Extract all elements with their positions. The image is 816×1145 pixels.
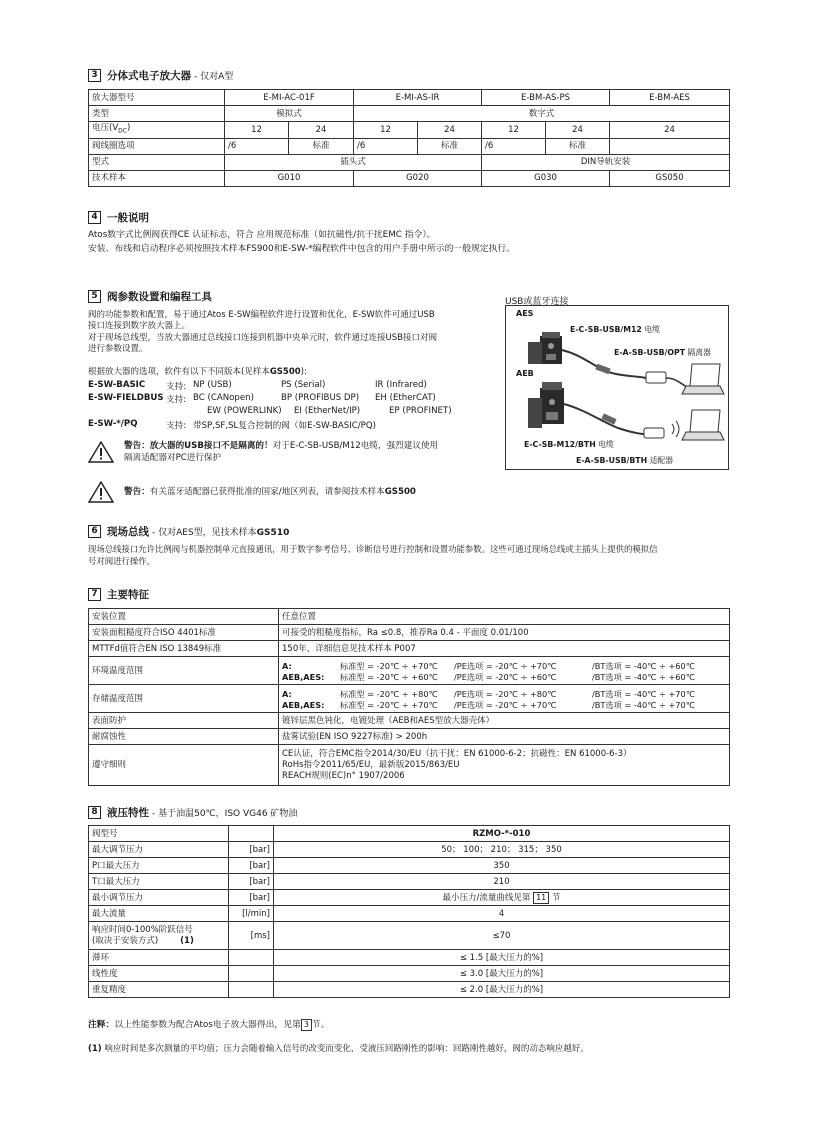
table-row: [89, 641, 730, 657]
unit: [bar]: [229, 890, 274, 906]
row-header: 型式: [89, 154, 225, 170]
paragraph: 现场总线接口允许比例阀与机器控制单元直接通讯，用于数字参考信号、诊断信号进行控制和设置功能参数。这些可通过现场总线或主插头上提供的模拟信: [88, 544, 658, 554]
unit: [bar]: [229, 858, 274, 874]
table-cell: 任意位置: [279, 609, 730, 625]
table-cell: E-MI-AC-01F: [225, 90, 354, 106]
table-cell: 插头式: [225, 154, 482, 170]
sw-option: BP (PROFIBUS DP): [281, 393, 360, 403]
table-cell: 可接受的粗糙度指标，Ra ≤0.8，推荐Ra 0.4 - 平面度 0.01/100: [279, 625, 730, 641]
table-row: [89, 966, 730, 982]
diagram-title: USB或蓝牙连接: [505, 297, 569, 307]
warning-icon: [88, 441, 114, 463]
paragraph: 根据放大器的选项，软件有以下不同版本(见样本GS500):: [88, 367, 307, 377]
sw-option: EW (POWERLINK): [207, 406, 282, 416]
table-cell: GS050: [610, 170, 730, 186]
section-number: 4: [88, 211, 101, 224]
connection-diagram: [505, 305, 729, 470]
section-heading: 分体式电子放大器: [107, 70, 191, 82]
row-header: 表面防护: [89, 713, 279, 729]
table-cell: 12: [354, 122, 418, 139]
table-cell: 12: [482, 122, 546, 139]
unit: [bar]: [229, 874, 274, 890]
unit: [l/min]: [229, 906, 274, 922]
table-cell: 210: [274, 874, 730, 890]
row-header: 环境温度范围: [89, 657, 279, 685]
aes-amplifier-image: [528, 332, 562, 364]
bt-adapter-label: E-A-SB-USB/BTH 适配器: [576, 456, 674, 465]
bt-cable-label: E-C-SB-M12/BTH 电缆: [524, 440, 614, 449]
table-row: [89, 950, 730, 966]
section-8-title: [88, 805, 297, 820]
row-header: 最大流量: [89, 906, 229, 922]
table-row: [89, 745, 730, 786]
table-cell: A: 标准型 = -20℃ ÷ +70℃ /PE选项 = -20℃ ÷ +70℃ /BT选项 = -40℃ ÷ +60℃ AEB,AES: 标准型 = -20℃ ÷ +60℃ /PE选项 = -20℃ ÷ +60℃ /BT选项 = -40℃ ÷ +60℃: [279, 657, 730, 685]
section-number: 7: [88, 588, 101, 601]
aes-label: AES: [516, 309, 534, 318]
row-header: 耐腐蚀性: [89, 729, 279, 745]
sw-support: 支持:: [166, 395, 187, 405]
aeb-label: AEB: [516, 369, 534, 378]
table-row: [89, 90, 730, 106]
table-cell: 模拟式: [225, 106, 354, 122]
section-heading: 一般说明: [107, 212, 149, 224]
paragraph: 进行参数设置。: [88, 344, 148, 354]
usb-warning: [88, 440, 438, 464]
table-cell: /6: [225, 138, 289, 154]
sw-option: EP (PROFINET): [389, 406, 452, 416]
sw-option: NP (USB): [193, 380, 232, 390]
paragraph: 接口连接到数字放大器上。: [88, 321, 191, 331]
table-cell: G010: [225, 170, 354, 186]
table-row: [89, 106, 730, 122]
table-cell: ≤ 2.0 [最大压力的%]: [274, 982, 730, 998]
row-header: 电压$(V_{DC})$: [89, 122, 225, 139]
row-header: 响应时间0-100%阶跃信号 (取决于安装方式) (1): [89, 922, 229, 950]
row-header: 最小调节压力: [89, 890, 229, 906]
section-number: 5: [88, 290, 101, 303]
table-row: [89, 122, 730, 139]
table-row: [89, 826, 730, 842]
table-row: [89, 154, 730, 170]
table-row: [89, 729, 730, 745]
row-header: 阀线圈选项: [89, 138, 225, 154]
table-cell: [610, 138, 730, 154]
table-cell: 数字式: [354, 106, 730, 122]
section-heading: 主要特征: [107, 589, 149, 601]
table-cell: 最小压力/流量曲线见第 11 节: [274, 890, 730, 906]
table-cell: 12: [225, 122, 289, 139]
warning-text: 警告：有关蓝牙适配器已获得批准的国家/地区列表，请参阅技术样本GS500: [124, 487, 416, 497]
row-header: 放大器型号: [89, 90, 225, 106]
section-subtitle: - 基于油温50℃，ISO VG46 矿物油: [152, 809, 298, 819]
sw-option: BC (CANopen): [193, 393, 254, 403]
sw-option: IR (Infrared): [375, 380, 427, 390]
table-cell: RZMO-*-010: [274, 826, 730, 842]
table-cell: 标准: [418, 138, 482, 154]
sw-option: EH (EtherCAT): [375, 393, 436, 403]
table-cell: 150年，详细信息见技术样本 P007: [279, 641, 730, 657]
table-cell: /6: [354, 138, 418, 154]
laptop-image: [682, 410, 724, 440]
table-row: [89, 609, 730, 625]
paragraph: 对于现场总线型，当放大器通过总线接口连接到机器中央单元时，软件通过连接USB接口对阀: [88, 333, 437, 343]
warning-text: 警告：放大器的USB接口不是隔离的！对于E-C-SB-USB/M12电缆，强烈建议使用 隔离适配器对PC进行保护: [124, 441, 439, 463]
table-cell: 4: [274, 906, 730, 922]
section-number: 3: [88, 69, 101, 82]
table-cell: 350: [274, 858, 730, 874]
paragraph: Atos数字式比例阀获得CE 认证标志，符合 应用规范标准（如抗磁性/抗干扰EMC 指令）。: [88, 230, 436, 240]
sw-option: PS (Serial): [281, 380, 326, 390]
isolator-label: E-A-SB-USB/OPT 隔离器: [614, 348, 711, 357]
row-header: 类型: [89, 106, 225, 122]
table-row: [89, 170, 730, 186]
table-cell: ≤70: [274, 922, 730, 950]
sw-support: 支持:: [166, 382, 187, 392]
section-heading: 现场总线: [107, 526, 149, 538]
section-7-title: [88, 587, 149, 602]
table-cell: ≤ 1.5 [最大压力的%]: [274, 950, 730, 966]
table-row: [89, 138, 730, 154]
section-number: 8: [88, 806, 101, 819]
table-cell: CE认证，符合EMC指令2014/30/EU（抗干扰：EN 61000-6-2；抗磁性：EN 61000-6-3） RoHs指令2011/65/EU，最新版2015/863/EU REACH规则(EC)n° 1907/2006: [279, 745, 730, 786]
row-header: T口最大压力: [89, 874, 229, 890]
unit: [ms]: [229, 922, 274, 950]
table-cell: 24: [546, 122, 610, 139]
table-row: [89, 625, 730, 641]
row-header: 最大调节压力: [89, 842, 229, 858]
section-3-title: [88, 68, 233, 83]
table-cell: E-BM-AS-PS: [482, 90, 610, 106]
table-row: [89, 874, 730, 890]
table-row: [89, 906, 730, 922]
table-row: [89, 890, 730, 906]
table-cell: 24: [289, 122, 354, 139]
table-cell: 镀锌层黑色钝化，电镀处理（AEB和AES型放大器壳体）: [279, 713, 730, 729]
section-heading: 液压特性: [107, 807, 149, 819]
amplifier-table: [88, 89, 730, 187]
row-header: 技术样本: [89, 170, 225, 186]
unit: [bar]: [229, 842, 274, 858]
section-5-title: [88, 289, 212, 304]
table-row: [89, 982, 730, 998]
section-4-title: [88, 210, 149, 225]
table-cell: E-BM-AES: [610, 90, 730, 106]
footnote: (1) 响应时间是多次测量的平均值；压力会随着输入信号的改变而变化，受液压回路刚性的影响：回路刚性越好，阀的动态响应越好。: [88, 1044, 589, 1054]
paragraph: 阀的功能参数和配置，易于通过Atos E-SW编程软件进行设置和优化，E-SW软件可通过USB: [88, 310, 435, 320]
row-header: 安装位置: [89, 609, 279, 625]
table-cell: G020: [354, 170, 482, 186]
section-subtitle: - 仅对A型: [194, 72, 234, 82]
section-heading: 阀参数设置和编程工具: [107, 291, 212, 303]
sw-option: 带SP,SF,SL复合控制的阀（如E-SW-BASIC/PQ): [193, 421, 376, 431]
table-row: [89, 713, 730, 729]
table-cell: ≤ 3.0 [最大压力的%]: [274, 966, 730, 982]
table-cell: G030: [482, 170, 610, 186]
sw-name: E-SW-*/PQ: [88, 419, 138, 429]
table-cell: 24: [610, 122, 730, 139]
warning-icon: [88, 481, 114, 503]
table-cell: 50； 100； 210； 315； 350: [274, 842, 730, 858]
laptop-image: [682, 364, 724, 394]
table-row: [89, 842, 730, 858]
row-header: 线性度: [89, 966, 229, 982]
section-subtitle: - 仅对AES型，见技术样本GS510: [152, 528, 290, 538]
sw-name: E-SW-FIELDBUS: [88, 393, 164, 403]
sw-name: E-SW-BASIC: [88, 380, 146, 390]
note: 注释：以上性能参数为配合Atos电子放大器得出，见第 3 节。: [88, 1020, 330, 1030]
paragraph: 安装、布线和启动程序必须按照技术样本FS900和E-SW-*编程软件中包含的用户手册中所示的一般规定执行。: [88, 244, 515, 254]
table-row: [89, 657, 730, 685]
hydraulic-table: [88, 825, 730, 998]
table-cell: E-MI-AS-IR: [354, 90, 482, 106]
row-header: 安装面粗糙度符合ISO 4401标准: [89, 625, 279, 641]
row-header: MTTFd值符合EN ISO 13849标准: [89, 641, 279, 657]
row-header: 滞环: [89, 950, 229, 966]
table-cell: /6: [482, 138, 546, 154]
section-number: 6: [88, 525, 101, 538]
table-cell: 24: [418, 122, 482, 139]
table-row: [89, 922, 730, 950]
row-header: P口最大压力: [89, 858, 229, 874]
table-cell: 标准: [546, 138, 610, 154]
row-header: 阀型号: [89, 826, 229, 842]
table-cell: A: 标准型 = -20℃ ÷ +80℃ /PE选项 = -20℃ ÷ +80℃ /BT选项 = -40℃ ÷ +70℃ AEB,AES: 标准型 = -20℃ ÷ +70℃ /PE选项 = -20℃ ÷ +70℃ /BT选项 = -40℃ ÷ +70℃: [279, 685, 730, 713]
paragraph: 号对阀进行操作。: [88, 556, 155, 566]
aeb-amplifier-image: [528, 382, 564, 428]
row-header: 遵守细则: [89, 745, 279, 786]
sw-support: 支持:: [166, 421, 187, 431]
table-cell: 盐雾试验(EN ISO 9227标准) > 200h: [279, 729, 730, 745]
usb-cable-label: E-C-SB-USB/M12 电缆: [570, 325, 660, 334]
section-6-title: [88, 524, 289, 539]
sw-option: EI (EtherNet/IP): [294, 406, 361, 416]
row-header: 重复精度: [89, 982, 229, 998]
bluetooth-warning: [88, 481, 416, 503]
table-row: [89, 685, 730, 713]
table-cell: DIN导轨安装: [482, 154, 730, 170]
table-cell: 标准: [289, 138, 354, 154]
features-table: [88, 608, 730, 786]
row-header: 存储温度范围: [89, 685, 279, 713]
table-row: [89, 858, 730, 874]
